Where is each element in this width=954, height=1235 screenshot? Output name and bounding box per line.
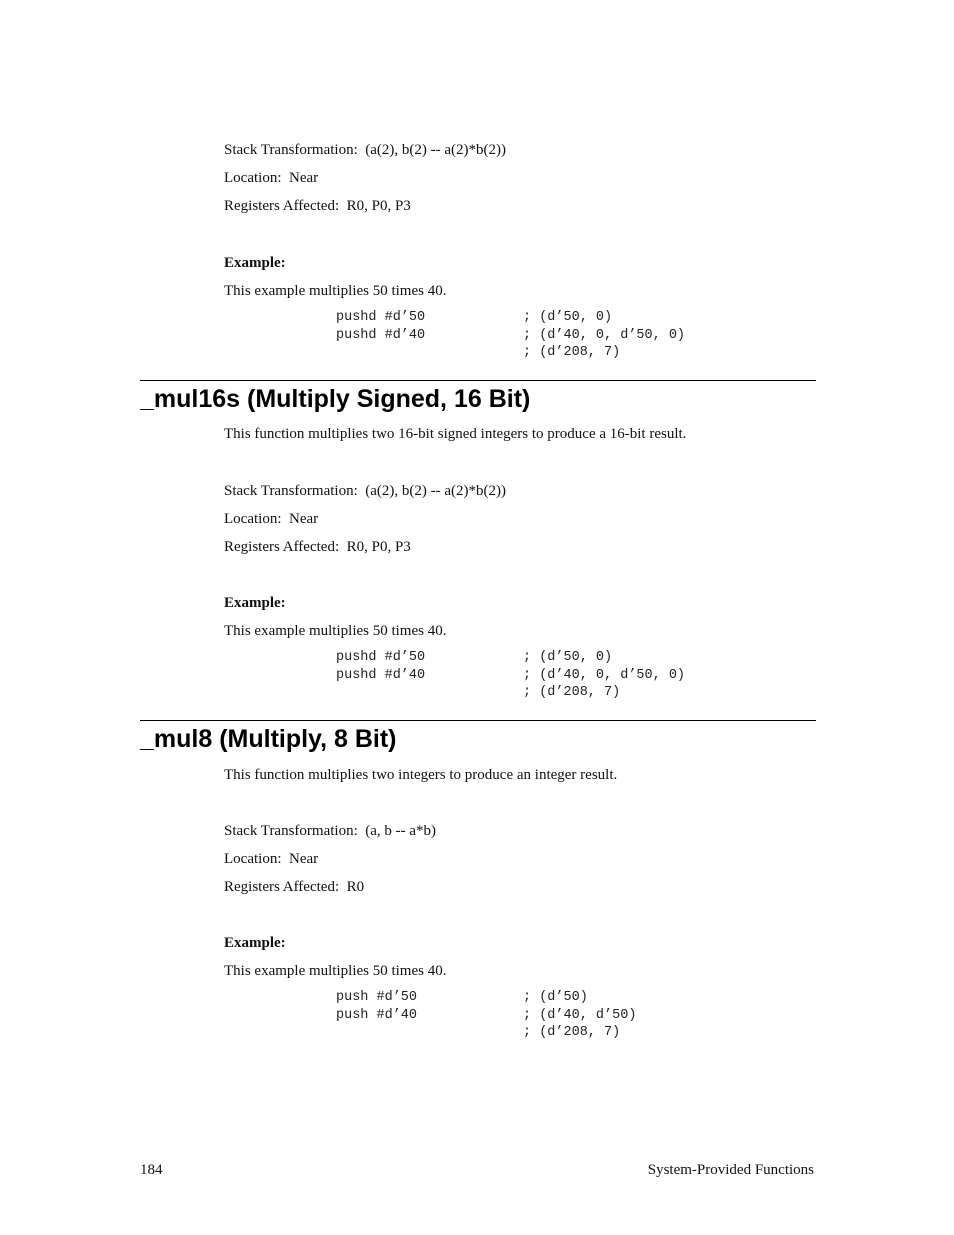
location: Location: Near <box>224 511 319 527</box>
example-text: This example multiplies 50 times 40. <box>224 963 447 979</box>
registers-affected: Registers Affected: R0 <box>224 879 365 895</box>
section-divider <box>140 720 816 721</box>
code-instr-line: push #d’40 <box>336 1007 418 1023</box>
registers-affected: Registers Affected: R0, P0, P3 <box>224 198 411 214</box>
code-comment-line: ; (d’50) <box>523 990 588 1005</box>
location: Location: Near <box>224 851 319 867</box>
example-text: This example multiplies 50 times 40. <box>224 623 447 639</box>
example-heading: Example: <box>224 595 286 611</box>
registers-affected: Registers Affected: R0, P0, P3 <box>224 539 411 555</box>
location: Location: Near <box>224 170 319 186</box>
section-title-mul8: _mul8 (Multiply, 8 Bit) <box>140 725 397 753</box>
code-comment-line: ; (d’208, 7) <box>523 685 621 700</box>
code-comment-line: ; (d’50, 0) <box>523 310 613 325</box>
section-divider <box>140 380 816 381</box>
page-number: 184 <box>140 1162 163 1178</box>
footer-section-name: System-Provided Functions <box>647 1162 814 1178</box>
stack-transformation: Stack Transformation: (a(2), b(2) -- a(2)*b(2)) <box>224 483 507 499</box>
code-instr-line: pushd #d’40 <box>336 327 426 343</box>
function-description: This function multiplies two 16-bit signed integers to produce a 16-bit result. <box>224 426 687 442</box>
stack-transformation: Stack Transformation: (a(2), b(2) -- a(2)*b(2)) <box>224 142 507 158</box>
code-comment-line: ; (d’208, 7) <box>523 1025 621 1040</box>
code-instr-line: pushd #d’40 <box>336 667 426 683</box>
code-instr-line: pushd #d’50 <box>336 310 426 325</box>
code-comment-line: ; (d’50, 0) <box>523 650 613 665</box>
code-comment-line: ; (d’40, 0, d’50, 0) <box>523 667 686 683</box>
function-description: This function multiplies two integers to produce an integer result. <box>224 767 618 783</box>
code-instr-line: push #d’50 <box>336 990 418 1005</box>
code-instr-line: pushd #d’50 <box>336 650 426 665</box>
code-comment-line: ; (d’208, 7) <box>523 345 621 360</box>
section-title-mul16s: _mul16s (Multiply Signed, 16 Bit) <box>140 385 531 413</box>
example-text: This example multiplies 50 times 40. <box>224 283 447 299</box>
code-comment-line: ; (d’40, d’50) <box>523 1007 637 1023</box>
example-heading: Example: <box>224 255 286 271</box>
code-comment-line: ; (d’40, 0, d’50, 0) <box>523 327 686 343</box>
example-heading: Example: <box>224 935 286 951</box>
stack-transformation: Stack Transformation: (a, b -- a*b) <box>224 823 437 839</box>
